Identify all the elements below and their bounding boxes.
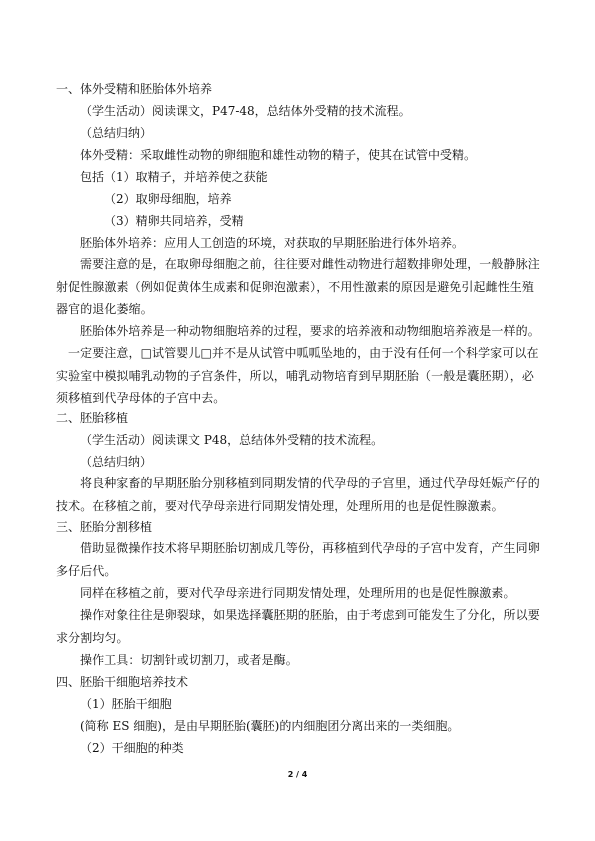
stem-cell-item-1: （1）胚胎干细胞: [80, 697, 172, 711]
page-number: 2 / 4: [287, 770, 308, 779]
student-activity-text: （学生活动）阅读课文，P47-48，总结体外受精的技术流程。: [80, 104, 411, 118]
culture-definition: 胚胎体外培养：应用人工创造的环境，对获取的早期胚胎进行体外培养。: [80, 236, 465, 250]
student-activity-text-2: （学生活动）阅读课文 P48，总结体外受精的技术流程。: [80, 433, 384, 447]
section-heading-stem-cells: 四、胚胎干细胞培养技术: [56, 675, 189, 689]
splitting-paragraph-3: 操作对象往往是卵裂球，如果选择囊胚期的胚胎，由于考虑到可能发生了分化，所以要求分割均匀。: [56, 608, 540, 645]
test-tube-baby-paragraph: 一定要注意，□试管婴儿□并不是从试管中呱呱坠地的，由于没有任何一个科学家可以在实验室中模拟哺乳动物的子宫条件，所以，哺乳动物培育到早期胚胎（一般是囊胚期），必须移植到代孕母体的子宫中去。: [56, 346, 539, 405]
splitting-tools-paragraph: 操作工具：切割针或切割刀，或者是酶。: [80, 653, 298, 667]
splitting-paragraph-1: 借助显微操作技术将早期胚胎切割成几等份，再移植到代孕母的子宫中发育，产生同卵多仔后代。: [56, 541, 540, 578]
splitting-paragraph-2: 同样在移植之前，要对代孕母亲进行同期发情处理，处理所用的也是促性腺激素。: [80, 586, 516, 600]
ivf-definition: 体外受精：采取雌性动物的卵细胞和雄性动物的精子，使其在试管中受精。: [80, 148, 477, 162]
summary-label: （总结归纳）: [80, 126, 153, 140]
superovulation-paragraph: 需要注意的是，在取卵母细胞之前，往往要对雌性动物进行超数排卵处理，一般静脉注射促性腺激素（例如促黄体生成素和促卵泡激素），不用性激素的原因是避免引起雌性生殖器官的退化萎缩。: [56, 257, 540, 316]
section-heading-ivf: 一、体外受精和胚胎体外培养: [56, 82, 213, 96]
summary-label-2: （总结归纳）: [80, 455, 153, 469]
ivf-step-3: （3）精卵共同培养，受精: [104, 214, 244, 228]
ivf-step-2: （2）取卵母细胞，培养: [104, 192, 232, 206]
es-cell-definition: (简称 ES 细胞)，是由早期胚胎(囊胚)的内细胞团分离出来的一类细胞。: [80, 719, 460, 733]
section-heading-embryo-transfer: 二、胚胎移植: [56, 411, 129, 425]
stem-cell-item-2: （2）干细胞的种类: [80, 741, 184, 755]
culture-medium-paragraph: 胚胎体外培养是一种动物细胞培养的过程，要求的培养液和动物细胞培养液是一样的。: [80, 324, 540, 338]
embryo-transfer-paragraph: 将良种家畜的早期胚胎分别移植到同期发情的代孕母的子宫里，通过代孕母妊娠产仔的技术。在移植之前，要对代孕母亲进行同期发情处理，处理所用的也是促性腺激素。: [56, 476, 540, 513]
section-heading-embryo-splitting: 三、胚胎分割移植: [56, 520, 153, 534]
ivf-steps-intro: 包括（1）取精子，并培养使之获能: [80, 170, 268, 184]
